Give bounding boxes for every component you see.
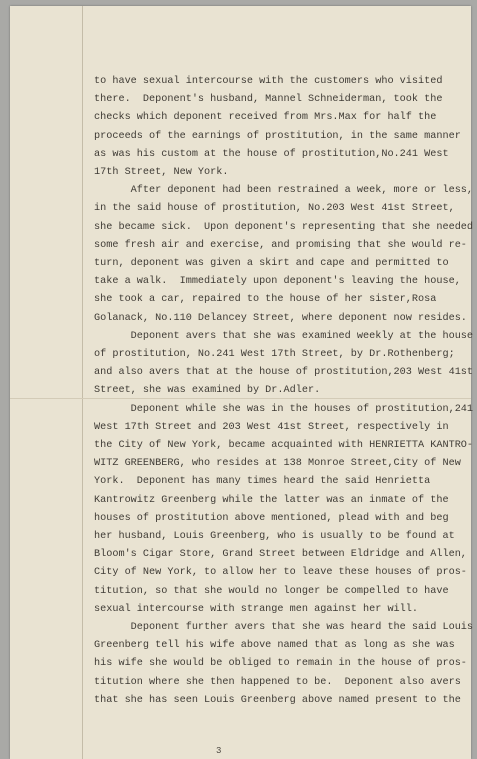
text-line: titution, so that she would no longer be compelled to have [94,585,449,597]
text-line: her husband, Louis Greenberg, who is usually to be found at [94,531,455,542]
text-line: Street, she was examined by Dr.Adler. [94,385,321,397]
text-line: proceeds of the earnings of prostitution, in the same manner [94,130,461,142]
text-line: some fresh air and exercise, and promising that she would re- [94,239,467,251]
text-line: 17th Street, New York. [94,167,229,178]
text-line: Deponent further avers that she was heard the said Louis [94,622,474,633]
text-line: take a walk. Immediately upon deponent's leaving the house, [94,276,461,288]
text-line: checks which deponent received from Mrs.Max for half the [94,112,437,124]
page-number: 3 [216,746,222,756]
text-line: his wife she would be obliged to remain in the house of pros- [94,658,467,670]
text-line: York. Deponent has many times heard the said Henrietta [94,476,431,488]
text-line: City of New York, to allow her to leave these houses of pros- [94,567,467,579]
text-line: WITZ GREENBERG, who resides at 138 Monroe Street,City of New [94,458,461,470]
text-line: Kantrowitz Greenberg while the latter was an inmate of the [94,494,449,506]
text-line: she became sick. Upon deponent's representing that she needed [94,221,474,233]
left-margin-rule [82,6,83,759]
text-line: titution where she then happened to be. Deponent also avers [94,676,461,688]
text-line: Golanack, No.110 Delancey Street, where deponent now resides. [94,312,467,324]
text-line: there. Deponent's husband, Mannel Schneiderman, took the [94,94,443,106]
text-line: West 17th Street and 203 West 41st Street, respectively in [94,421,449,433]
text-line: turn, deponent was given a skirt and cape and permitted to [94,258,449,269]
text-line: the City of New York, became acquainted with HENRIETTA KANTRO- [94,440,474,451]
text-line: of prostitution, No.241 West 17th Street, by Dr.Rothenberg; [94,349,455,360]
document-page [10,6,474,759]
text-line: sexual intercourse with strange men against her will. [94,603,419,615]
text-line: houses of prostitution above mentioned, plead with and beg [94,512,449,524]
paper-fold [10,398,471,399]
text-line: to have sexual intercourse with the customers who visited [94,76,443,87]
text-line: Deponent while she was in the houses of prostitution,241 [94,403,474,415]
text-line: that she has seen Louis Greenberg above named present to the [94,694,461,706]
text-line: Greenberg tell his wife above named that as long as she was [94,640,455,652]
text-line: After deponent had been restrained a week, more or less, [94,185,474,197]
text-line: Bloom's Cigar Store, Grand Street between Eldridge and Allen, [94,549,467,561]
text-line: in the said house of prostitution, No.203 West 41st Street, [94,203,455,215]
text-line: as was his custom at the house of prostitution,No.241 West [94,148,449,160]
text-line: she took a car, repaired to the house of her sister,Rosa [94,294,437,306]
text-line: Deponent avers that she was examined weekly at the house [94,330,474,342]
text-line: and also avers that at the house of prostitution,203 West 41st [94,367,474,379]
